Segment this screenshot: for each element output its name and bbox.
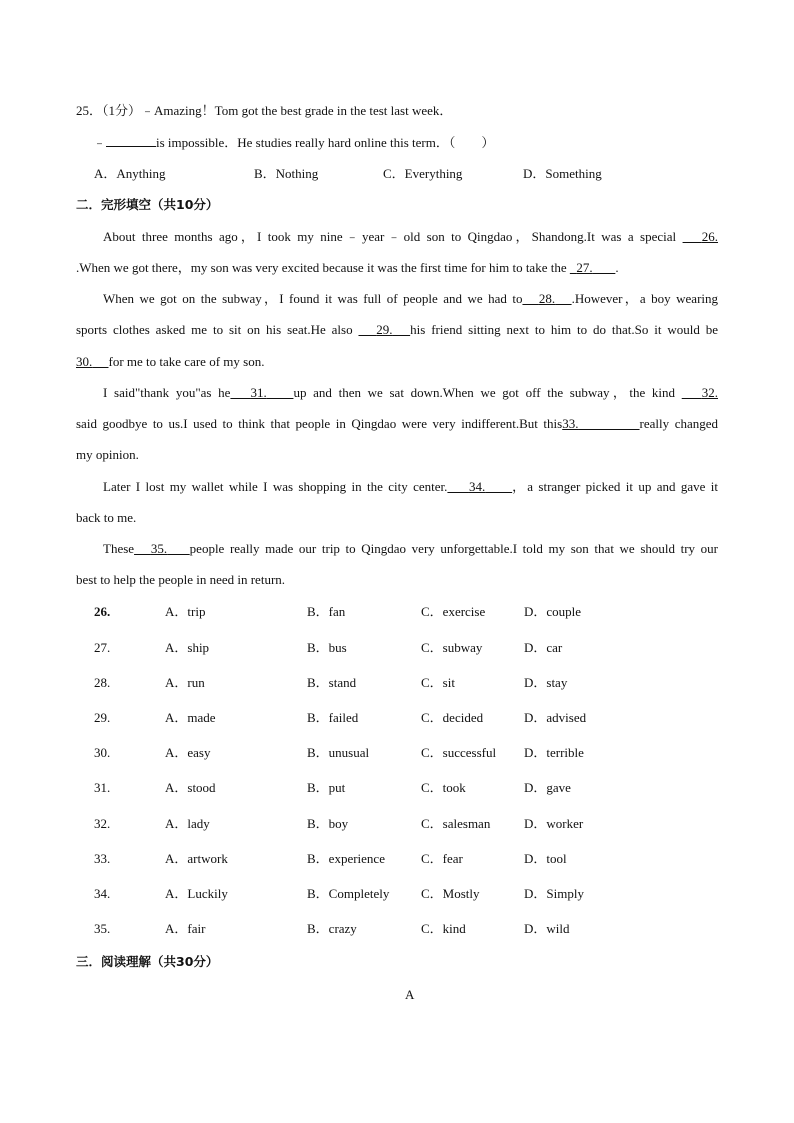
q25-option-b: B．Nothing (254, 166, 319, 181)
option-b: B．bus (307, 640, 347, 655)
q25-option-c: C．Everything (383, 166, 463, 181)
option-b: B．boy (307, 816, 349, 831)
blank-32-number: 32. (701, 385, 719, 400)
option-b: B．crazy (307, 921, 357, 936)
blank-34 (447, 479, 512, 494)
question-number: 28. (94, 675, 111, 690)
blank-30 (76, 354, 109, 369)
blank-31 (230, 385, 293, 400)
option-a: A．easy (165, 745, 211, 760)
blank-35 (134, 541, 190, 556)
blank-29-number: 29. (376, 322, 393, 337)
q25-option-d: D．Something (523, 166, 602, 181)
option-b: B．failed (307, 710, 359, 725)
q25-stem: ﹣Amazing！Tom got the best grade in the test last week． (141, 103, 453, 118)
option-c: C．exercise (421, 604, 486, 619)
q25-dash: ﹣ (93, 135, 107, 150)
question-number: 33. (94, 851, 111, 866)
passage-p1-line1 (103, 228, 718, 246)
passage-p1-line2: .When we got there，my son was very excited because it was the first time for him to take the 27. . (76, 260, 619, 275)
passage-p2-line2 (76, 321, 718, 339)
option-b: B．unusual (307, 745, 370, 760)
question-number: 35. (94, 921, 111, 936)
option-a: A．stood (165, 780, 216, 795)
question-number: 29. (94, 710, 111, 725)
blank-35-number: 35. (150, 541, 168, 556)
passage-text: sports clothes asked me to sit on his seat.He also (76, 322, 353, 337)
option-c: C．sit (421, 675, 455, 690)
option-d: D．gave (524, 780, 571, 795)
passage-text: I said"thank you"as he (103, 385, 231, 400)
blank-33-number: 33. (562, 416, 579, 431)
option-a: A．artwork (165, 851, 228, 866)
q25-stem-line (76, 102, 718, 120)
blank-28 (522, 291, 571, 306)
passage-p4-line1 (103, 478, 718, 496)
option-a: A．ship (165, 640, 210, 655)
blank-30-number: 30. (76, 354, 93, 369)
passage-text: really changed (639, 416, 719, 431)
passage-text: These (103, 541, 135, 556)
option-c: C．took (421, 780, 466, 795)
option-d: D．tool (524, 851, 567, 866)
question-number: 27. (94, 640, 111, 655)
passage-text: About three months ago，I took my nine﹣year﹣old son to Qingdao，Shandong.It was a special (103, 229, 677, 244)
passage-text: up and then we sat down.When we got off the subway，the kind (293, 385, 676, 400)
q25-blank (106, 133, 156, 147)
passage-text: .When we got there，my son was very excited because it was the first time for him to take the (76, 260, 567, 275)
passage-p5-line2: best to help the people in need in return. (76, 572, 286, 587)
blank-32 (682, 385, 718, 400)
option-b: B．stand (307, 675, 357, 690)
passage-p5-line1 (103, 540, 718, 558)
blank-31-number: 31. (250, 385, 267, 400)
question-number: 31. (94, 780, 111, 795)
passage-text: for me to take care of my son. (108, 354, 265, 369)
passage-p3-line1 (103, 384, 718, 402)
question-number: 32. (94, 816, 111, 831)
blank-34-number: 34. (468, 479, 486, 494)
passage-text: people really made our trip to Qingdao very unforgettable.I told my son that we should try our (189, 541, 719, 556)
question-number: 30. (94, 745, 111, 760)
passage-text: .However，a boy wearing (571, 291, 719, 306)
passage-text: said goodbye to us.I used to think that people in Qingdao were very indifferent.But this (76, 416, 563, 431)
option-d: D．advised (524, 710, 587, 725)
passage-text: Later I lost my wallet while I was shopping in the city center. (103, 479, 448, 494)
option-d: D．wild (524, 921, 570, 936)
option-c: C．decided (421, 710, 484, 725)
q25-option-a: A．Anything (94, 166, 166, 181)
blank-28-number: 28. (538, 291, 556, 306)
section-3-title: 三．阅读理解（共30分） (76, 954, 219, 969)
blank-26-number: 26. (701, 229, 719, 244)
option-b: B．Completely (307, 886, 390, 901)
option-d: D．car (524, 640, 563, 655)
option-d: D．terrible (524, 745, 584, 760)
passage-p2-line3 (76, 353, 718, 371)
option-a: A．lady (165, 816, 210, 831)
passage-p2-line1 (103, 290, 718, 308)
option-c: C．subway (421, 640, 483, 655)
q25-number: 25．（1分） (76, 103, 142, 118)
q25-line2 (93, 133, 735, 152)
option-c: C．successful (421, 745, 497, 760)
option-a: A．made (165, 710, 216, 725)
option-d: D．Simply (524, 886, 584, 901)
option-c: C．kind (421, 921, 466, 936)
blank-27 (570, 260, 616, 275)
option-a: A．fair (165, 921, 206, 936)
blank-26 (683, 229, 718, 244)
passage-p3-line3: my opinion. (76, 447, 139, 462)
question-number: 34. (94, 886, 111, 901)
option-b: B．put (307, 780, 346, 795)
passage-p4-line2: back to me. (76, 510, 137, 525)
passage-text: ，a stranger picked it up and gave it (512, 479, 719, 494)
section-3-subtitle: A (405, 987, 415, 1002)
option-a: A．run (165, 675, 205, 690)
option-d: D．couple (524, 604, 582, 619)
question-number: 26. (94, 604, 111, 619)
option-c: C．salesman (421, 816, 491, 831)
blank-27-number: 27. (576, 260, 593, 275)
option-d: D．stay (524, 675, 568, 690)
passage-text: When we got on the subway，I found it was full of people and we had to (103, 291, 523, 306)
option-c: C．Mostly (421, 886, 480, 901)
blank-33 (562, 416, 639, 431)
q25-line2-text: is impossible．He studies really hard online this term．（ ） (156, 135, 495, 150)
option-b: B．fan (307, 604, 346, 619)
option-b: B．experience (307, 851, 385, 866)
option-a: A．Luckily (165, 886, 228, 901)
passage-p3-line2 (76, 415, 718, 433)
passage-text: his friend sitting next to him to do that.So it would be (410, 322, 719, 337)
option-c: C．fear (421, 851, 463, 866)
option-d: D．worker (524, 816, 584, 831)
section-2-title: 二．完形填空（共10分） (76, 197, 219, 212)
option-a: A．trip (165, 604, 206, 619)
blank-29 (358, 322, 410, 337)
